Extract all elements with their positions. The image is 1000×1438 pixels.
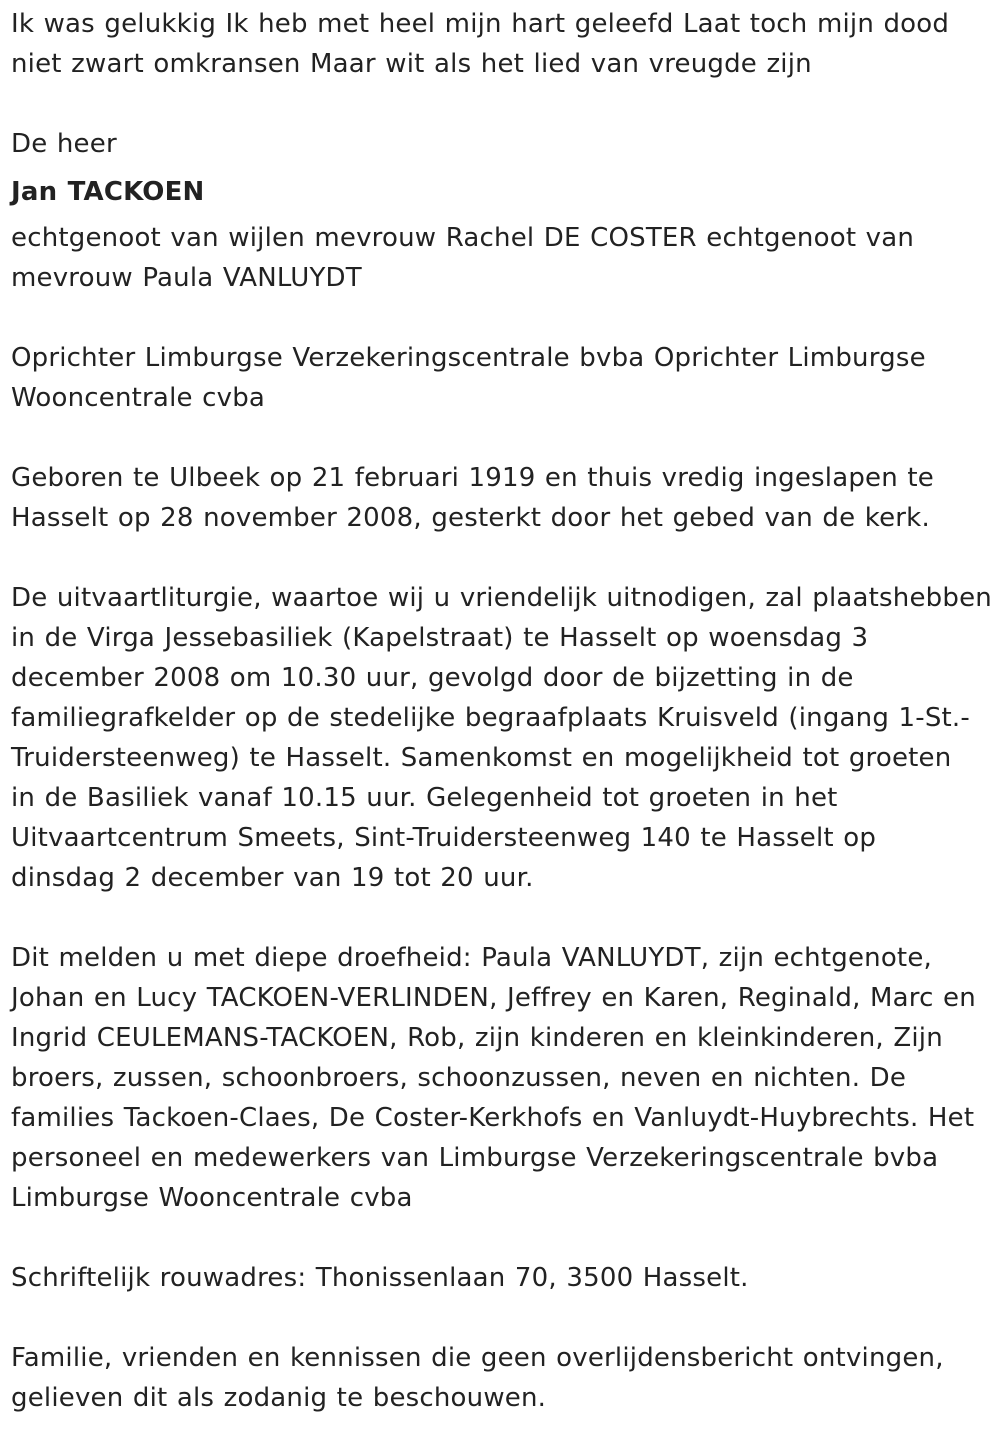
funeral-line: Uitvaartcentrum Smeets, Sint-Truidersteenweg 140 te Hasselt op [11,823,877,853]
funeral-line: Truidersteenweg) te Hasselt. Samenkomst en mogelijkheid tot groeten [11,743,952,773]
paragraph-spacer [11,298,993,338]
funeral-line: in de Basiliek vanaf 10.15 uur. Gelegenheid tot groeten in het [11,783,838,813]
paragraph-spacer [11,418,993,458]
motto-line: niet zwart omkransen Maar wit als het lied van vreugde zijn [11,49,812,79]
deceased-name: Jan TACKOEN [11,177,205,207]
founder-line: Wooncentrale cvba [11,383,266,413]
mourners-line: Ingrid CEULEMANS-TACKOEN, Rob, zijn kinderen en kleinkinderen, Zijn [11,1023,943,1053]
founder-line: Oprichter Limburgse Verzekeringscentrale bvba Oprichter Limburgse [11,343,926,373]
birth-death-paragraph [11,458,993,538]
mourners-line: broers, zussen, schoonbroers, schoonzussen, neven en nichten. De [11,1063,907,1093]
birth-death-line: Geboren te Ulbeek op 21 februari 1919 en thuis vredig ingeslapen te [11,463,934,493]
salutation: De heer [11,129,117,159]
mourners-line: families Tackoen-Claes, De Coster-Kerkhofs en Vanluydt-Huybrechts. Het [11,1103,975,1133]
birth-death-line: Hasselt op 28 november 2008, gesterkt door het gebed van de kerk. [11,503,930,533]
paragraph-spacer [11,1298,993,1338]
funeral-line: De uitvaartliturgie, waartoe wij u vriendelijk uitnodigen, zal plaatshebben [11,583,992,613]
funeral-line: familiegrafkelder op de stedelijke begraafplaats Kruisveld (ingang 1-St.- [11,703,970,733]
closing-line: gelieven dit als zodanig te beschouwen. [11,1383,547,1413]
mourners-line: Dit melden u met diepe droefheid: Paula VANLUYDT, zijn echtgenote, [11,943,932,973]
spouses-paragraph [11,218,993,298]
paragraph-spacer [11,1218,993,1258]
mourning-address: Schriftelijk rouwadres: Thonissenlaan 70, 3500 Hasselt. [11,1263,749,1293]
mourners-line: personeel en medewerkers van Limburgse Verzekeringscentrale bvba [11,1143,939,1173]
paragraph-spacer [11,898,993,938]
closing-paragraph [11,1338,993,1418]
funeral-line: december 2008 om 10.30 uur, gevolgd door de bijzetting in de [11,663,854,693]
motto-paragraph [11,4,993,84]
mourners-paragraph [11,938,993,1218]
funeral-line: in de Virga Jessebasiliek (Kapelstraat) te Hasselt op woensdag 3 [11,623,869,653]
spouses-line: echtgenoot van wijlen mevrouw Rachel DE COSTER echtgenoot van [11,223,915,253]
obituary-document [11,4,993,1418]
funeral-line: dinsdag 2 december van 19 tot 20 uur. [11,863,534,893]
closing-line: Familie, vrienden en kennissen die geen overlijdensbericht ontvingen, [11,1343,944,1373]
funeral-paragraph [11,578,993,898]
motto-line: Ik was gelukkig Ik heb met heel mijn hart geleefd Laat toch mijn dood [11,9,950,39]
mourners-line: Johan en Lucy TACKOEN-VERLINDEN, Jeffrey en Karen, Reginald, Marc en [11,983,976,1013]
paragraph-spacer [11,538,993,578]
mourners-line: Limburgse Wooncentrale cvba [11,1183,413,1213]
founder-paragraph [11,338,993,418]
spouses-line: mevrouw Paula VANLUYDT [11,263,362,293]
paragraph-spacer [11,84,993,124]
